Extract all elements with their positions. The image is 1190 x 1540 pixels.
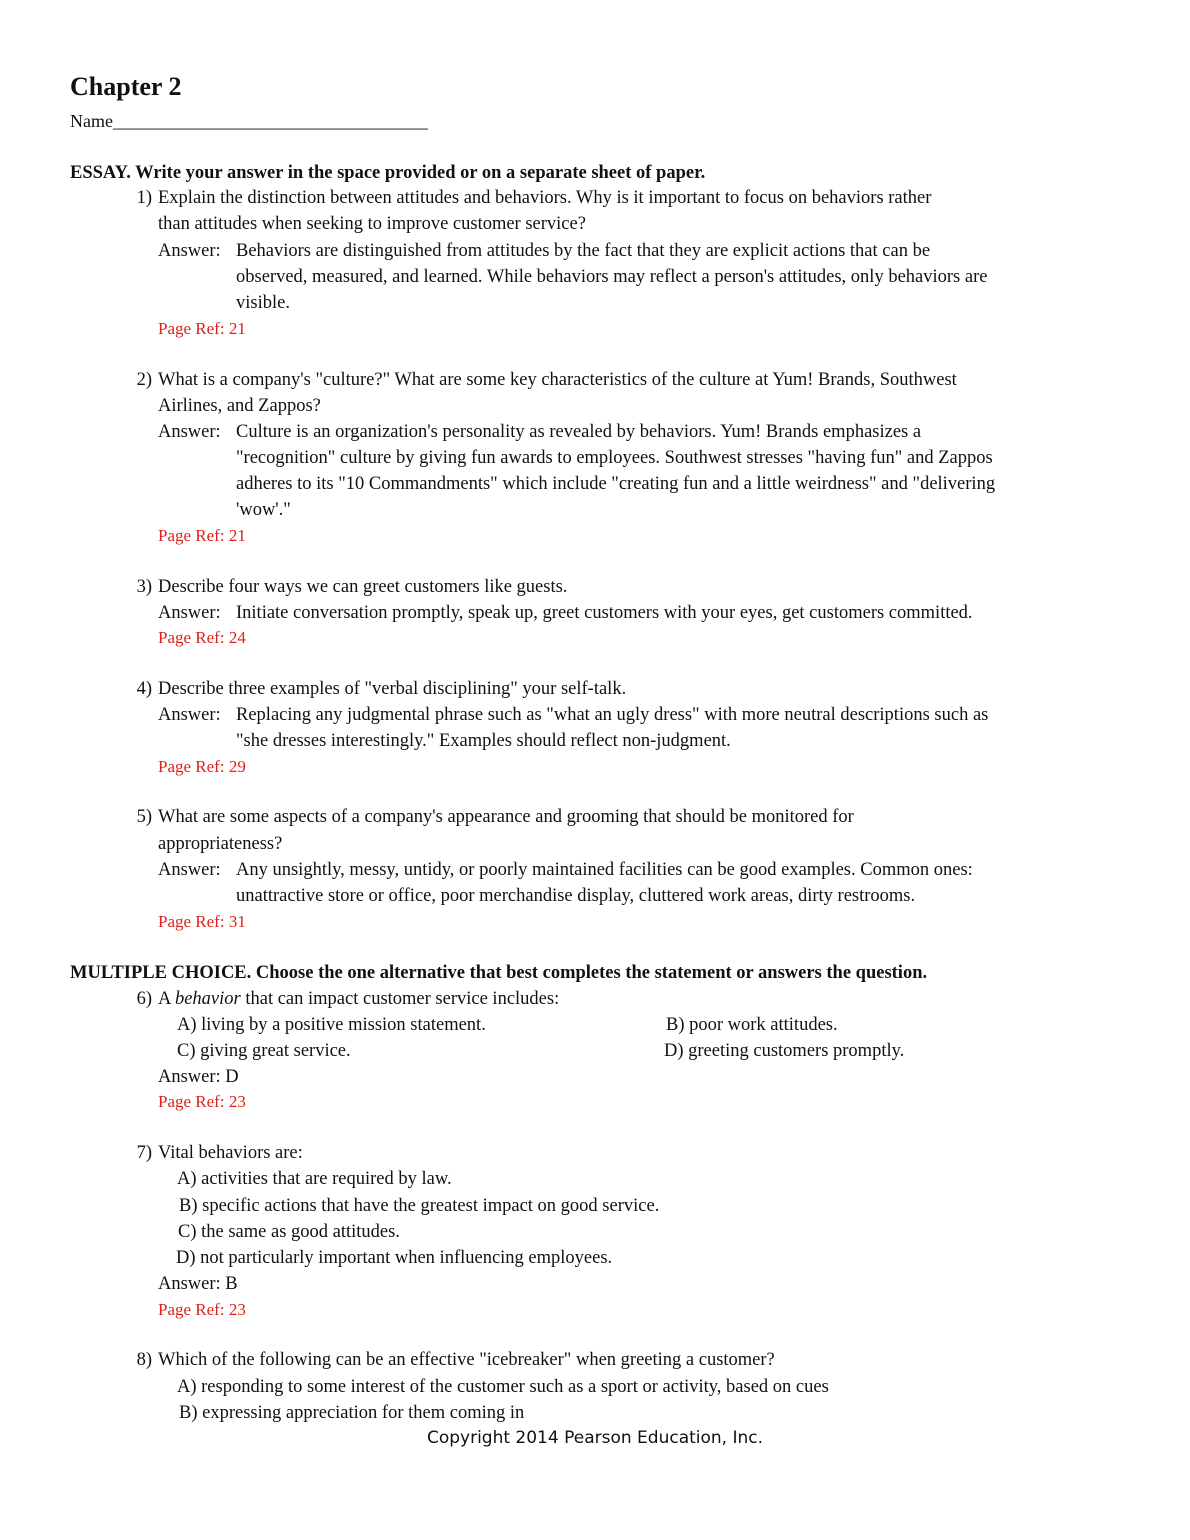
choice-a: A) responding to some interest of the customer such as a sport or activity, based on cues — [177, 1377, 829, 1397]
page-ref: Page Ref: 21 — [158, 319, 246, 338]
answer-text: "recognition" culture by giving fun awards to employees. Southwest stresses "having fun" and Zappos — [236, 448, 993, 468]
answer-text: unattractive store or office, poor merchandise display, cluttered work areas, dirty restrooms. — [236, 886, 916, 906]
copyright-footer: Copyright 2014 Pearson Education, Inc. — [426, 1428, 764, 1448]
choice-c: C) the same as good attitudes. — [178, 1222, 400, 1242]
answer-text: visible. — [236, 293, 290, 313]
question-text: Describe three examples of "verbal disciplining" your self-talk. — [158, 679, 627, 699]
page-ref: Page Ref: 21 — [158, 526, 246, 545]
answer-text: 'wow'." — [236, 500, 291, 520]
answer-text: adheres to its "10 Commandments" which include "creating fun and a little weirdness" and "delivering — [236, 474, 996, 494]
question-number: 6) — [136, 989, 152, 1009]
page-ref: Page Ref: 23 — [158, 1092, 246, 1111]
page-ref: Page Ref: 31 — [158, 912, 246, 931]
question-number: 1) — [136, 188, 152, 208]
page-ref: Page Ref: 29 — [158, 757, 246, 776]
stem-part: that can impact customer service includes: — [240, 989, 560, 1009]
question-number: 8) — [136, 1350, 152, 1370]
question-text: than attitudes when seeking to improve customer service? — [158, 214, 586, 234]
choice-b: B) specific actions that have the greatest impact on good service. — [179, 1196, 660, 1216]
answer-text: "she dresses interestingly." Examples should reflect non-judgment. — [236, 731, 731, 751]
question-text: Vital behaviors are: — [158, 1143, 303, 1163]
choice-a: A) activities that are required by law. — [177, 1169, 452, 1189]
answer-text: Replacing any judgmental phrase such as "what an ugly dress" with more neutral descriptions such as — [236, 705, 989, 725]
answer-label: Answer: — [158, 705, 221, 725]
answer-text: Culture is an organization's personality as revealed by behaviors. Yum! Brands emphasizes a — [236, 422, 922, 442]
question-text: What is a company's "culture?" What are some key characteristics of the culture at Yum! Brands, Southwest — [158, 370, 957, 390]
question-text: Which of the following can be an effective "icebreaker" when greeting a customer? — [158, 1350, 775, 1370]
question-number: 5) — [136, 807, 152, 827]
answer-text: Any unsightly, messy, untidy, or poorly maintained facilities can be good examples. Common ones: — [236, 860, 973, 880]
multiple-choice-heading: MULTIPLE CHOICE. Choose the one alternative that best completes the statement or answers the question. — [70, 963, 928, 983]
answer-label: Answer: — [158, 422, 221, 442]
stem-part: A — [158, 989, 175, 1009]
question-number: 4) — [136, 679, 152, 699]
question-text: What are some aspects of a company's appearance and grooming that should be monitored for — [158, 807, 854, 827]
question-text: Airlines, and Zappos? — [158, 396, 321, 416]
question-text: appropriateness? — [158, 834, 283, 854]
question-text: Explain the distinction between attitudes and behaviors. Why is it important to focus on behaviors rather — [158, 188, 932, 208]
page-ref: Page Ref: 24 — [158, 628, 246, 647]
stem-emphasis: behavior — [174, 989, 241, 1009]
answer-text: Initiate conversation promptly, speak up, greet customers with your eyes, get customers committed. — [236, 603, 973, 623]
name-field-label: Name___________________________________ — [70, 111, 428, 131]
answer-key: Answer: B — [158, 1274, 238, 1294]
choice-b: B) poor work attitudes. — [666, 1015, 838, 1035]
question-text — [158, 988, 559, 1010]
answer-key: Answer: D — [158, 1067, 239, 1087]
answer-text: observed, measured, and learned. While behaviors may reflect a person's attitudes, only behaviors are — [236, 267, 988, 287]
page-ref: Page Ref: 23 — [158, 1300, 246, 1319]
question-text: Describe four ways we can greet customers like guests. — [158, 577, 568, 597]
question-number: 3) — [136, 577, 152, 597]
choice-c: C) giving great service. — [177, 1041, 351, 1061]
answer-label: Answer: — [158, 603, 221, 623]
question-number: 2) — [136, 370, 152, 390]
answer-label: Answer: — [158, 860, 221, 880]
essay-heading: ESSAY. Write your answer in the space provided or on a separate sheet of paper. — [70, 163, 706, 183]
chapter-title: Chapter 2 — [70, 72, 182, 101]
choice-a: A) living by a positive mission statement. — [177, 1015, 486, 1035]
answer-text: Behaviors are distinguished from attitudes by the fact that they are explicit actions that can be — [236, 241, 931, 261]
answer-label: Answer: — [158, 241, 221, 261]
choice-d: D) not particularly important when influencing employees. — [176, 1248, 613, 1268]
question-number: 7) — [136, 1143, 152, 1163]
choice-b: B) expressing appreciation for them coming in — [179, 1403, 525, 1423]
choice-d: D) greeting customers promptly. — [664, 1041, 905, 1061]
